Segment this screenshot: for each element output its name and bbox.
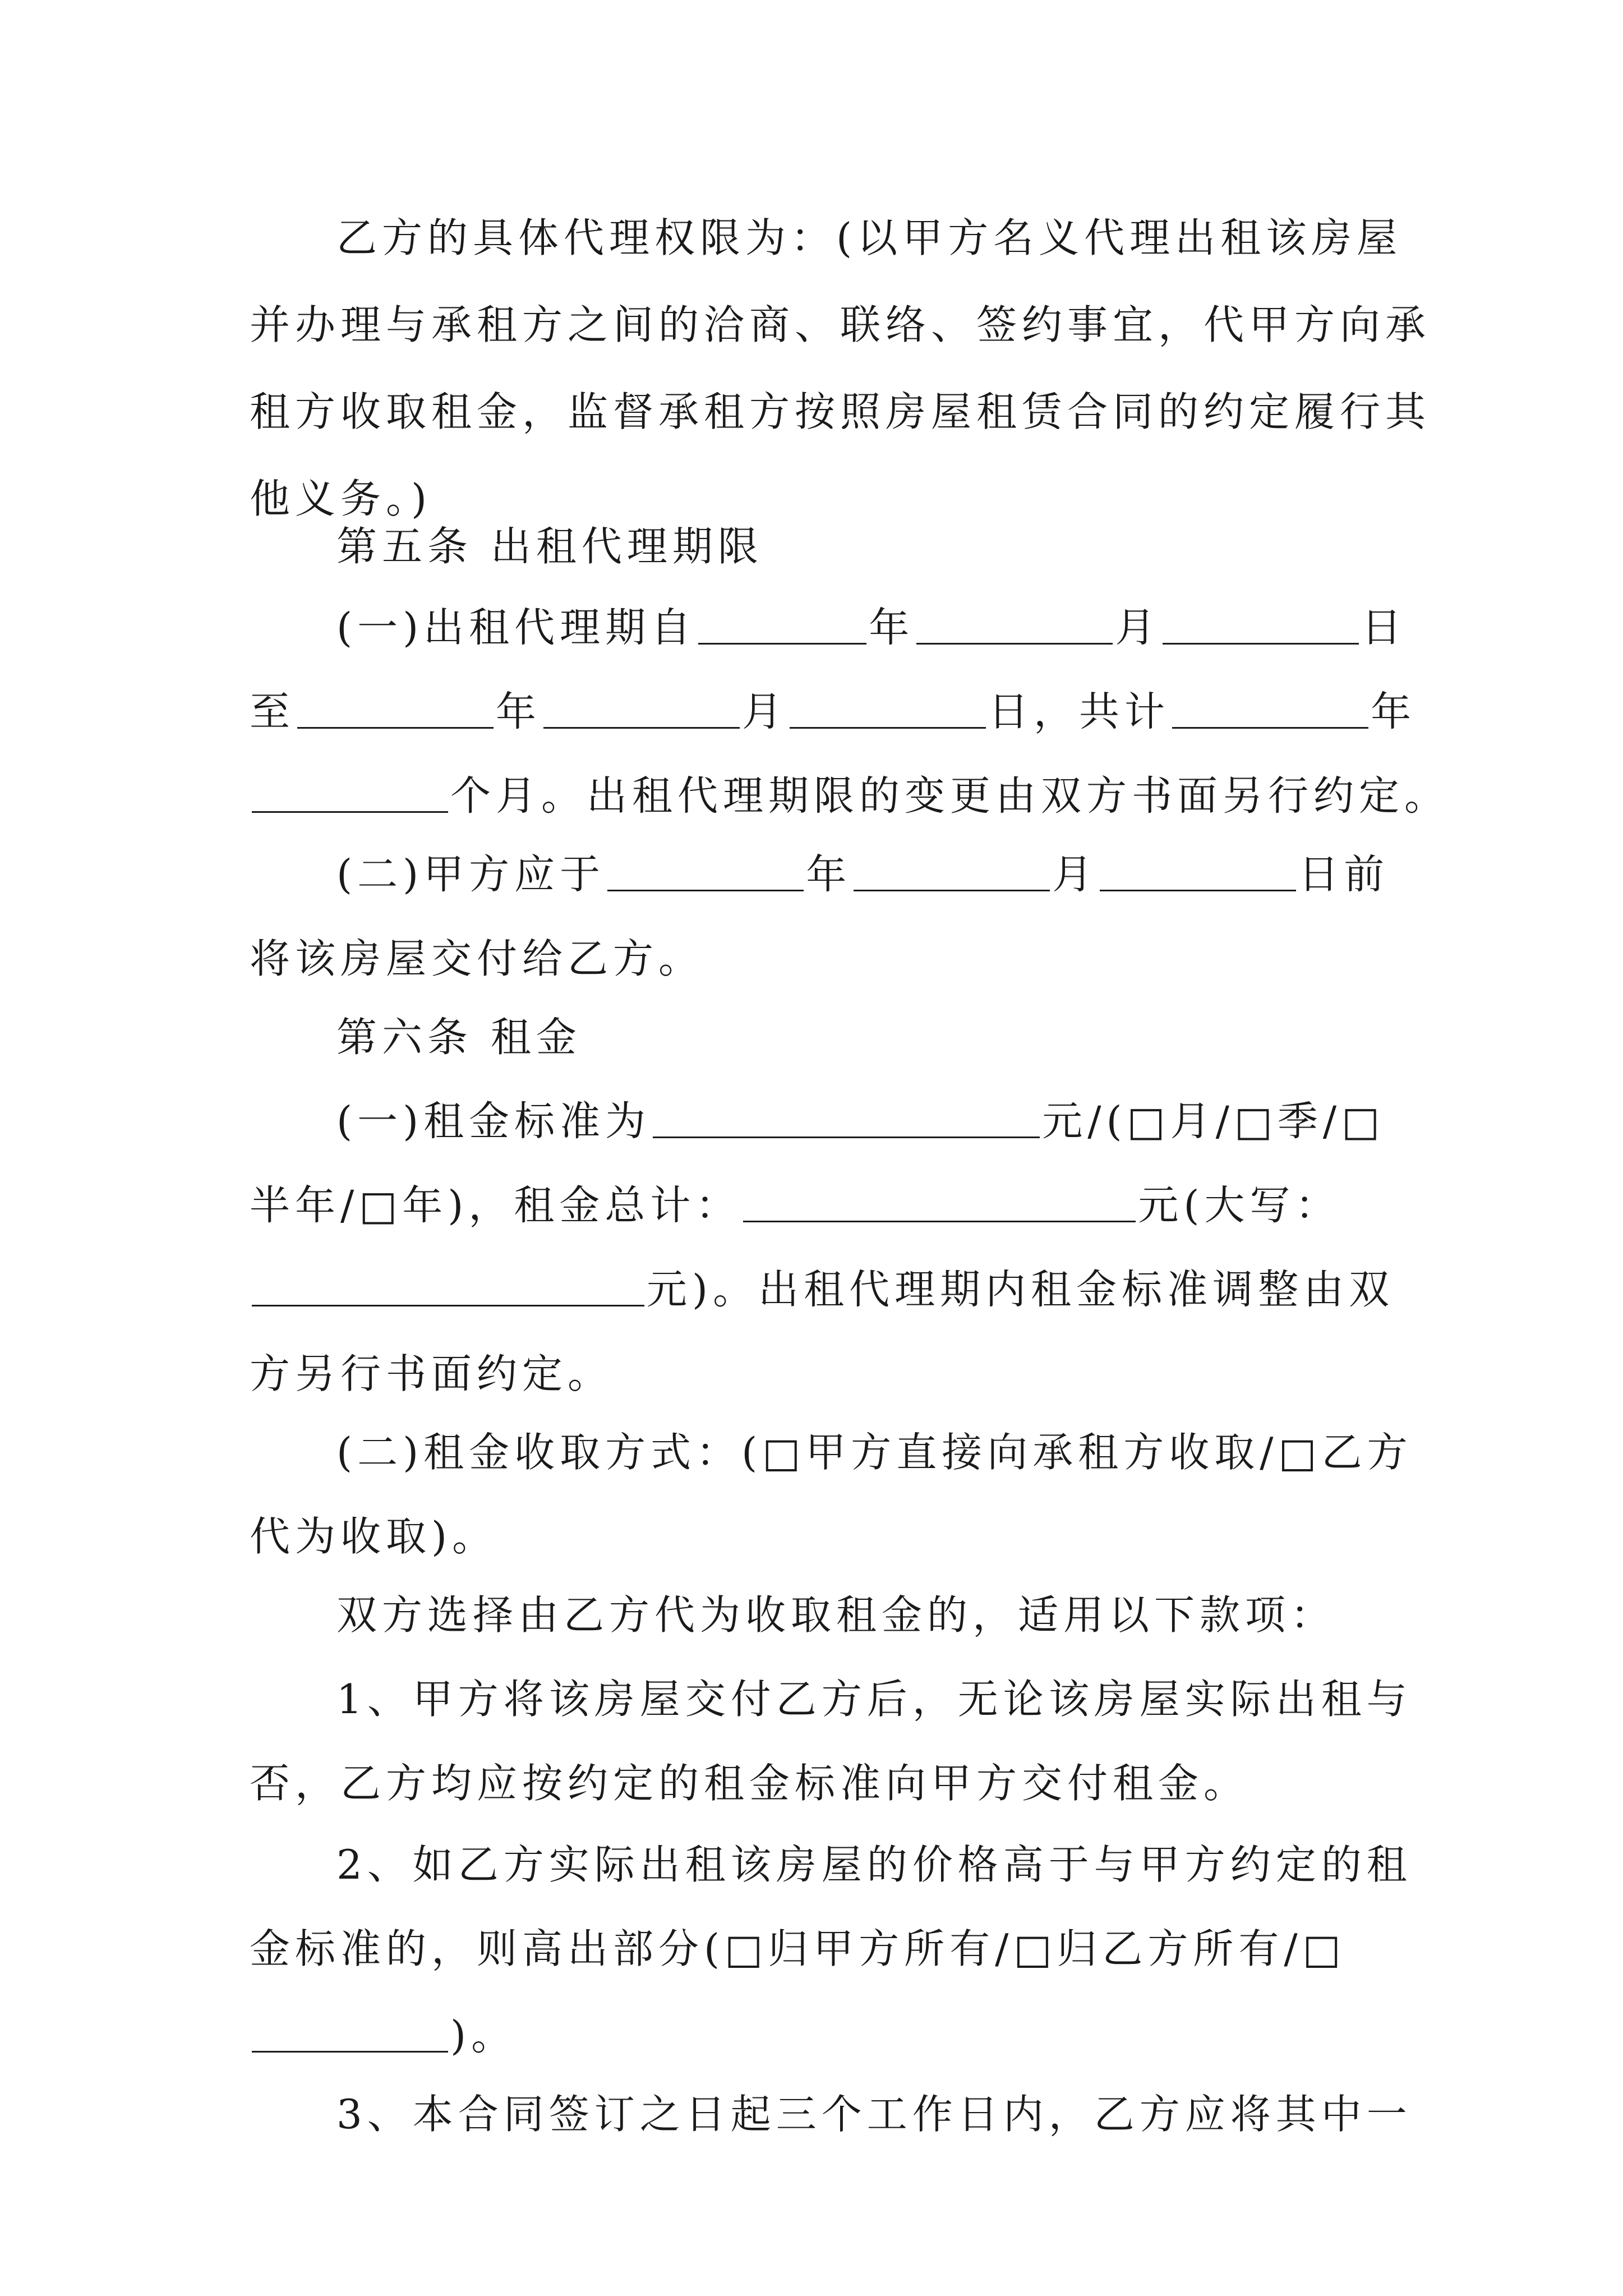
clause-text: 元)。出租代理期内租金标准调整由双 — [647, 1266, 1395, 1313]
article-5-clause-1-line-2 — [250, 688, 1417, 735]
end-year-blank[interactable] — [297, 689, 494, 729]
rent-total-blank[interactable] — [743, 1182, 1136, 1222]
start-month-blank[interactable] — [916, 605, 1113, 645]
end-month-blank[interactable] — [543, 689, 740, 729]
rent-total-uppercase-blank[interactable] — [252, 1267, 644, 1306]
paragraph-authority-line-1: 乙方的具体代理权限为：(以甲方名义代理出租该房屋 — [336, 214, 1403, 261]
day-before-label: 日前 — [1298, 850, 1390, 898]
start-year-blank[interactable] — [698, 605, 866, 645]
clause-text: 至 — [250, 688, 296, 735]
day-label: 日 — [1361, 604, 1407, 651]
paragraph-choose: 双方选择由乙方代为收取租金的，适用以下款项： — [336, 1591, 1336, 1639]
excess-owner-blank[interactable] — [252, 2013, 448, 2053]
clause-text: (一)出租代理期自 — [336, 604, 697, 651]
total-months-blank[interactable] — [252, 773, 448, 813]
handover-month-blank[interactable] — [854, 852, 1050, 891]
clause-text: (二)甲方应于 — [336, 850, 606, 898]
year-label: 年 — [869, 604, 915, 651]
handover-day-blank[interactable] — [1100, 852, 1296, 891]
paragraph-authority-line-4: 他义务。) — [250, 475, 432, 522]
month-label: 月 — [1052, 850, 1098, 898]
article-6-clause-2-line-2: 代为收取)。 — [250, 1513, 498, 1560]
start-day-blank[interactable] — [1163, 605, 1359, 645]
article-6-clause-1-line-1 — [336, 1097, 1385, 1145]
article-6-clause-1-line-2 — [250, 1181, 1341, 1229]
article-6-clause-1-line-3 — [250, 1266, 1395, 1313]
article-6-clause-1-line-4: 方另行书面约定。 — [250, 1350, 614, 1397]
article-5-clause-2-line-1 — [336, 850, 1390, 898]
article-5-clause-1-line-1 — [336, 604, 1407, 651]
total-years-blank[interactable] — [1172, 689, 1368, 729]
clause-text: (一)租金标准为 — [336, 1097, 651, 1145]
article-5-title: 第五条 出租代理期限 — [336, 523, 763, 570]
item-1-line-2: 否，乙方均应按约定的租金标准向甲方交付租金。 — [250, 1760, 1249, 1807]
clause-text: 半年/□年)，租金总计： — [250, 1181, 741, 1229]
year-label: 年 — [1371, 688, 1417, 735]
item-2-line-3 — [250, 2012, 517, 2059]
article-5-clause-1-line-3 — [250, 772, 1450, 820]
handover-year-blank[interactable] — [607, 852, 804, 891]
year-label: 年 — [806, 850, 852, 898]
clause-text: )。 — [450, 2012, 517, 2059]
month-label: 月 — [742, 688, 788, 735]
item-1-line-1: 1、甲方将该房屋交付乙方后，无论该房屋实际出租与 — [336, 1676, 1412, 1723]
clause-text: 元/(□月/□季/□ — [1042, 1097, 1385, 1145]
rent-standard-blank[interactable] — [653, 1098, 1040, 1138]
paragraph-authority-line-3: 租方收取租金，监督承租方按照房屋租赁合同的约定履行其 — [250, 388, 1431, 435]
article-6-clause-2-line-1: (二)租金收取方式：(□甲方直接向承租方收取/□乙方 — [336, 1429, 1413, 1476]
clause-text: 元(大写： — [1138, 1181, 1341, 1229]
year-label: 年 — [496, 688, 542, 735]
article-6-title: 第六条 租金 — [336, 1014, 582, 1061]
item-2-line-1: 2、如乙方实际出租该房屋的价格高于与甲方约定的租 — [336, 1841, 1412, 1888]
item-3-line-1: 3、本合同签订之日起三个工作日内，乙方应将其中一 — [336, 2091, 1412, 2138]
end-day-blank[interactable] — [790, 689, 986, 729]
month-label: 月 — [1115, 604, 1161, 651]
paragraph-authority-line-2: 并办理与承租方之间的洽商、联络、签约事宜，代甲方向承 — [250, 301, 1431, 348]
article-5-clause-2-line-2: 将该房屋交付给乙方。 — [250, 935, 704, 982]
clause-text: 个月。出租代理期限的变更由双方书面另行约定。 — [450, 772, 1450, 820]
day-total-label: 日，共计 — [988, 688, 1170, 735]
item-2-line-2: 金标准的，则高出部分(□归甲方所有/□归乙方所有/□ — [250, 1925, 1346, 1972]
